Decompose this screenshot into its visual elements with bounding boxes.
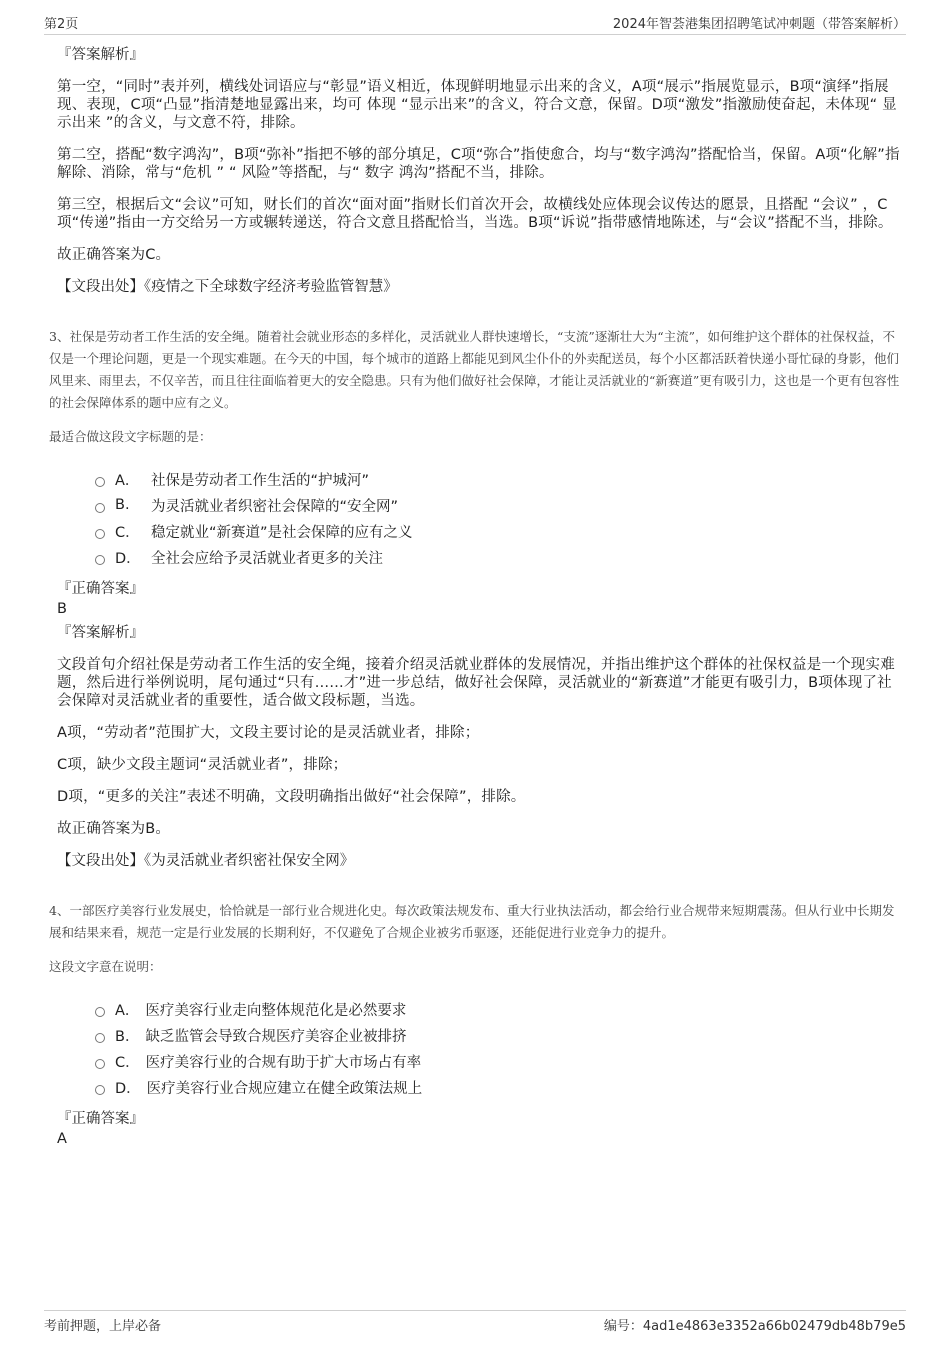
option-a[interactable] [95, 466, 906, 492]
radio-icon[interactable] [95, 1007, 105, 1017]
radio-icon[interactable] [95, 1085, 105, 1095]
option-text: 全社会应给予灵活就业者更多的关注 [151, 550, 383, 567]
analysis-paragraph: 第三空，根据后文“会议”可知，财长们的首次“面对面”指财长们首次开会，故横线处应体现会议传达的愿景，且搭配 “会议” ，C项“传递”指由一方交给另一方或辗转递送，符合文意且搭配恰当，当选。B项“诉说”指带感情地陈述，与“会议”搭配不当，排除。 [57, 197, 893, 231]
option-a[interactable] [95, 996, 906, 1022]
correct-answer-label: 『正确答案』 [57, 1111, 144, 1127]
option-list [95, 996, 906, 1100]
option-d[interactable] [95, 544, 906, 570]
radio-icon[interactable] [95, 503, 105, 513]
document-title: 2024年智荟港集团招聘笔试冲刺题（带答案解析） [612, 16, 906, 32]
correct-answer: B [57, 601, 67, 617]
page-footer [44, 1310, 906, 1335]
option-text: 为灵活就业者织密社会保障的“安全网” [151, 498, 399, 515]
option-text: 缺乏监管会导致合规医疗美容企业被排挤 [145, 1028, 407, 1045]
option-letter: B． [115, 1028, 140, 1045]
page-number: 第2页 [44, 16, 79, 32]
analysis-conclusion: 故正确答案为B。 [57, 821, 171, 837]
option-letter: C． [115, 1054, 140, 1071]
radio-icon[interactable] [95, 529, 105, 539]
analysis-paragraph: 第二空，搭配“数字鸿沟”，B项“弥补”指把不够的部分填足，C项“弥合”指使愈合，均与“数字鸿沟”搭配恰当，保留。A项“化解”指解除、消除，常与“危机 ” “ 风险”等搭配，与“ 数字 鸿沟”搭配不当，排除。 [57, 147, 900, 181]
option-text: 稳定就业“新赛道”是社会保障的应有之义 [151, 524, 413, 541]
option-letter: A． [115, 472, 140, 489]
option-text: 医疗美容行业合规应建立在健全政策法规上 [146, 1080, 423, 1097]
analysis-label: 『答案解析』 [57, 47, 144, 63]
option-letter: B. [115, 497, 130, 513]
analysis-label: 『答案解析』 [57, 625, 144, 641]
analysis-conclusion: 故正确答案为C。 [57, 247, 171, 263]
option-letter: D． [115, 1080, 141, 1097]
analysis-paragraph: C项，缺少文段主题词“灵活就业者”，排除； [57, 757, 348, 773]
radio-icon[interactable] [95, 1059, 105, 1069]
analysis-paragraph: D项，“更多的关注”表述不明确，文段明确指出做好“社会保障”，排除。 [57, 789, 526, 805]
option-d[interactable] [95, 1074, 906, 1100]
page-header [44, 12, 906, 35]
option-c[interactable] [95, 518, 906, 544]
option-text: 医疗美容行业的合规有助于扩大市场占有率 [145, 1054, 422, 1071]
option-b[interactable] [95, 1022, 906, 1048]
analysis-paragraph: 文段首句介绍社保是劳动者工作生活的安全绳，接着介绍灵活就业群体的发展情况，并指出维护这个群体的社保权益是一个现实难题，然后进行举例说明，尾句通过“只有……才”进一步总结，做好社会保障，灵活就业的“新赛道”才能更有吸引力，B项体现了社会保障对灵活就业者的重要性，适合做文段标题，当选。 [57, 657, 895, 709]
radio-icon[interactable] [95, 555, 105, 565]
option-text: 医疗美容行业走向整体规范化是必然要求 [145, 1002, 407, 1019]
footer-slogan: 考前押题，上岸必备 [44, 1318, 162, 1334]
question-prompt: 这段文字意在说明： [49, 959, 162, 974]
option-text: 社保是劳动者工作生活的“护城河” [151, 472, 370, 489]
option-list [95, 466, 906, 570]
analysis-paragraph: 第一空，“同时”表并列，横线处词语应与“彰显”语义相近，体现鲜明地显示出来的含义，A项“展示”指展览显示，B项“演绎”指展现、表现，C项“凸显”指清楚地显露出来，均可 体现 “显示出来”的含义，符合文意，保留。D项“激发”指激励使奋起，未体现“ 显示出来 ”的含义，与文意不符，排除。 [57, 79, 897, 131]
question-stem: 3、社保是劳动者工作生活的安全绳。随着社会就业形态的多样化，灵活就业人群快速增长，“支流”逐渐壮大为“主流”，如何维护这个群体的社保权益，不仅是一个理论问题，更是一个现实难题。在今天的中国，每个城市的道路上都能见到风尘仆仆的外卖配送员，每个小区都活跃着快递小哥忙碌的身影，他们风里来、雨里去，不仅辛苦，而且往往面临着更大的安全隐患。只有为他们做好社会保障，才能让灵活就业的“新赛道”更有吸引力，这也是一个更有包容性的社会保障体系的题中应有之义。 [49, 329, 900, 410]
page-content [49, 46, 906, 1154]
option-c[interactable] [95, 1048, 906, 1074]
document-code: 编号：4ad1e4863e3352a66b02479db48b79e5 [603, 1318, 906, 1334]
option-b[interactable] [95, 492, 906, 518]
source-citation: 【文段出处】《为灵活就业者织密社保安全网》 [57, 853, 355, 869]
question-prompt: 最适合做这段文字标题的是： [49, 429, 212, 444]
source-citation: 【文段出处】《疫情之下全球数字经济考验监管智慧》 [57, 279, 398, 295]
correct-answer: A [57, 1131, 67, 1147]
radio-icon[interactable] [95, 477, 105, 487]
radio-icon[interactable] [95, 1033, 105, 1043]
analysis-paragraph: A项，“劳动者”范围扩大，文段主要讨论的是灵活就业者，排除； [57, 725, 480, 741]
correct-answer-label: 『正确答案』 [57, 581, 144, 597]
option-letter: C． [115, 524, 140, 541]
option-letter: D． [115, 550, 141, 567]
option-letter: A． [115, 1002, 140, 1019]
question-stem: 4、一部医疗美容行业发展史，恰恰就是一部行业合规进化史。每次政策法规发布、重大行业执法活动，都会给行业合规带来短期震荡。但从行业中长期发展和结果来看，规范一定是行业发展的长期利好，不仅避免了合规企业被劣币驱逐，还能促进行业竞争力的提升。 [49, 903, 895, 940]
